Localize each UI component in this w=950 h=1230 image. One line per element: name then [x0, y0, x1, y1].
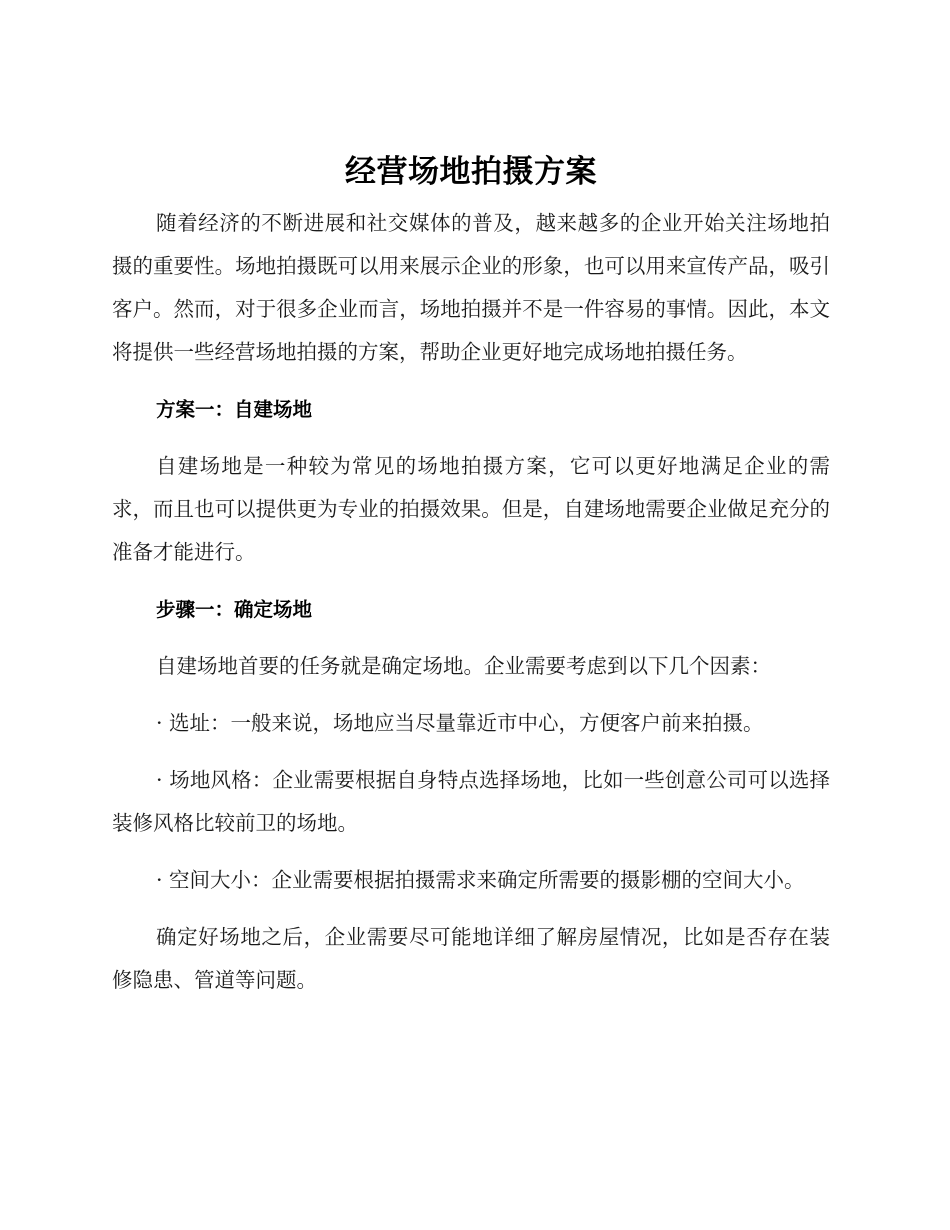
document-title: 经营场地拍摄方案 [345, 154, 597, 190]
plan-one-paragraph: 自建场地是一种较为常见的场地拍摄方案，它可以更好地满足企业的需求，而且也可以提供更为专业的拍摄效果。但是，自建场地需要企业做足充分的准备才能进行。 [112, 454, 830, 564]
bullet-space: · 空间大小：企业需要根据拍摄需求来确定所需要的摄影棚的空间大小。 [156, 868, 805, 892]
bullet-location: · 选址：一般来说，场地应当尽量靠近市中心，方便客户前来拍摄。 [156, 711, 764, 735]
plan-one-heading: 方案一：自建场地 [156, 398, 313, 421]
intro-paragraph: 随着经济的不断进展和社交媒体的普及，越来越多的企业开始关注场地拍摄的重要性。场地拍摄既可以用来展示企业的形象，也可以用来宣传产品，吸引客户。然而，对于很多企业而言，场地拍摄并不是一件容易的事情。因此，本文将提供一些经营场地拍摄的方案，帮助企业更好地完成场地拍摄任务。 [112, 211, 830, 364]
closing-paragraph: 确定好场地之后，企业需要尽可能地详细了解房屋情况，比如是否存在装修隐患、管道等问题。 [112, 925, 830, 992]
step-one-heading: 步骤一：确定场地 [156, 598, 313, 621]
step-one-intro-paragraph: 自建场地首要的任务就是确定场地。企业需要考虑到以下几个因素： [156, 654, 771, 678]
document-content [112, 150, 830, 1016]
bullet-style: · 场地风格：企业需要根据自身特点选择场地，比如一些创意公司可以选择装修风格比较前卫的场地。 [112, 768, 830, 835]
